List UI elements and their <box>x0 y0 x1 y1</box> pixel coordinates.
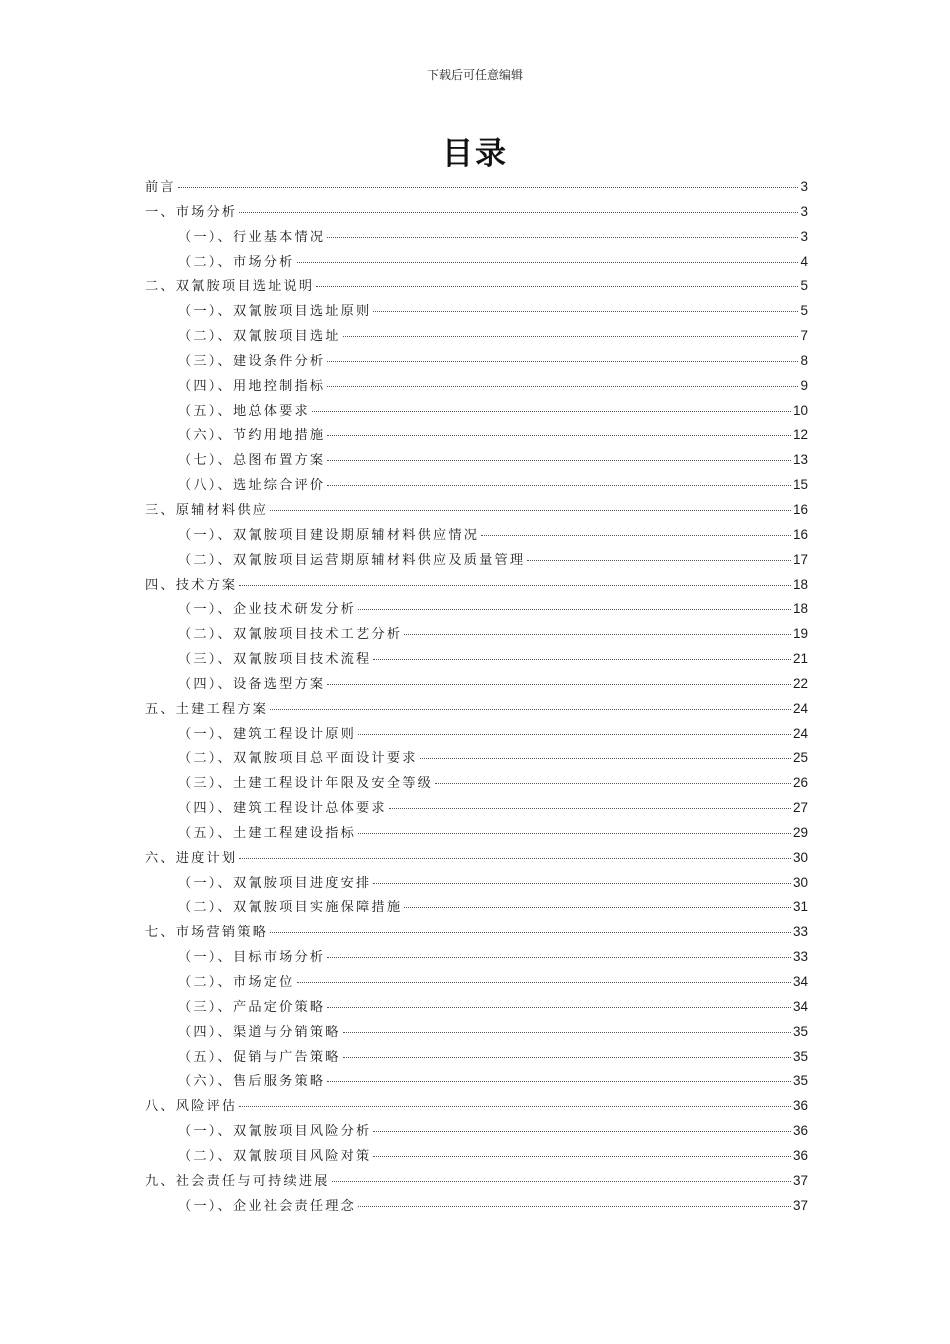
toc-entry-page-number: 33 <box>792 949 808 965</box>
toc-dot-leader <box>297 262 799 263</box>
toc-entry[interactable] <box>145 995 808 1020</box>
toc-entry-label: （二）、市场分析 <box>178 254 295 270</box>
toc-dot-leader <box>358 1206 791 1207</box>
toc-entry[interactable] <box>145 299 808 324</box>
toc-dot-leader <box>327 361 798 362</box>
toc-dot-leader <box>327 485 791 486</box>
toc-dot-leader <box>312 411 791 412</box>
toc-entry[interactable] <box>145 722 808 747</box>
toc-entry-page-number: 19 <box>792 626 808 642</box>
toc-entry-page-number: 8 <box>800 352 808 368</box>
toc-dot-leader <box>178 187 799 188</box>
toc-entry-page-number: 36 <box>792 1123 808 1139</box>
toc-entry[interactable] <box>145 1144 808 1169</box>
toc-entry[interactable] <box>145 175 808 200</box>
toc-entry[interactable] <box>145 324 808 349</box>
toc-entry-page-number: 35 <box>792 1023 808 1039</box>
toc-dot-leader <box>327 1081 791 1082</box>
toc-entry-page-number: 16 <box>792 526 808 542</box>
toc-entry-label: （一）、企业技术研发分析 <box>178 602 357 618</box>
toc-entry-page-number: 31 <box>792 899 808 915</box>
toc-entry-label: （二）、双氰胺项目运营期原辅材料供应及质量管理 <box>178 552 526 568</box>
toc-entry[interactable] <box>145 622 808 647</box>
page-header: 下载后可任意编辑 <box>426 68 523 82</box>
toc-entry[interactable] <box>145 423 808 448</box>
toc-entry-page-number: 33 <box>792 924 808 940</box>
toc-entry[interactable] <box>145 1094 808 1119</box>
toc-dot-leader <box>373 659 791 660</box>
toc-entry[interactable] <box>145 274 808 299</box>
toc-entry-page-number: 16 <box>792 501 808 517</box>
toc-entry[interactable] <box>145 498 808 523</box>
toc-entry-page-number: 4 <box>800 253 808 269</box>
toc-entry[interactable] <box>145 399 808 424</box>
toc-entry-label: （二）、双氰胺项目风险对策 <box>178 1148 372 1164</box>
toc-entry[interactable] <box>145 945 808 970</box>
toc-entry-label: 一、市场分析 <box>145 204 238 220</box>
toc-entry-page-number: 29 <box>792 824 808 840</box>
toc-dot-leader <box>327 1007 791 1008</box>
toc-entry-page-number: 22 <box>792 675 808 691</box>
toc-dot-leader <box>481 535 791 536</box>
toc-dot-leader <box>343 1057 791 1058</box>
toc-entry-label: （三）、建设条件分析 <box>178 353 326 369</box>
toc-entry[interactable] <box>145 821 808 846</box>
table-of-contents <box>145 175 808 1218</box>
toc-dot-leader <box>404 907 791 908</box>
toc-entry[interactable] <box>145 473 808 498</box>
toc-dot-leader <box>239 585 791 586</box>
toc-entry-label: （六）、售后服务策略 <box>178 1074 326 1090</box>
toc-entry[interactable] <box>145 523 808 548</box>
toc-entry[interactable] <box>145 548 808 573</box>
toc-entry[interactable] <box>145 1194 808 1219</box>
toc-entry-page-number: 36 <box>792 1147 808 1163</box>
toc-dot-leader <box>327 684 791 685</box>
toc-dot-leader <box>420 758 791 759</box>
toc-entry[interactable] <box>145 895 808 920</box>
toc-entry[interactable] <box>145 970 808 995</box>
toc-entry-label: （一）、双氰胺项目进度安排 <box>178 875 372 891</box>
toc-entry-page-number: 21 <box>792 651 808 667</box>
toc-entry-label: 五、土建工程方案 <box>145 701 269 717</box>
toc-entry-label: 八、风险评估 <box>145 1099 238 1115</box>
toc-dot-leader <box>343 336 799 337</box>
toc-entry-label: （一）、行业基本情况 <box>178 229 326 245</box>
toc-entry-label: （四）、设备选型方案 <box>178 676 326 692</box>
toc-dot-leader <box>373 1131 791 1132</box>
toc-entry-label: 二、双氰胺项目选址说明 <box>145 279 315 295</box>
toc-entry[interactable] <box>145 374 808 399</box>
toc-dot-leader <box>404 634 791 635</box>
toc-entry[interactable] <box>145 771 808 796</box>
toc-entry-page-number: 35 <box>792 1048 808 1064</box>
toc-entry-label: （二）、双氰胺项目总平面设计要求 <box>178 751 418 767</box>
toc-entry[interactable] <box>145 1169 808 1194</box>
toc-entry-page-number: 3 <box>800 179 808 194</box>
toc-dot-leader <box>332 1181 791 1182</box>
toc-dot-leader <box>327 386 798 387</box>
page-title: 目录 <box>442 136 508 172</box>
toc-entry[interactable] <box>145 597 808 622</box>
toc-entry-page-number: 34 <box>792 998 808 1014</box>
toc-dot-leader <box>270 709 791 710</box>
toc-entry[interactable] <box>145 250 808 275</box>
toc-entry-label: （一）、双氰胺项目选址原则 <box>178 304 372 320</box>
toc-entry-page-number: 34 <box>792 974 808 989</box>
toc-entry-page-number: 24 <box>792 700 808 716</box>
toc-entry-label: 七、市场营销策略 <box>145 925 269 941</box>
toc-entry[interactable] <box>145 1119 808 1144</box>
toc-entry-label: （二）、市场定位 <box>178 975 295 990</box>
toc-entry-label: （二）、双氰胺项目技术工艺分析 <box>178 627 403 643</box>
toc-entry-label: （四）、渠道与分销策略 <box>178 1024 341 1040</box>
toc-entry-label: （五）、促销与广告策略 <box>178 1049 341 1065</box>
toc-dot-leader <box>358 833 791 834</box>
toc-entry-page-number: 37 <box>792 1197 808 1213</box>
toc-entry-label: （三）、土建工程设计年限及安全等级 <box>178 776 433 792</box>
toc-entry-label: （六）、节约用地措施 <box>178 428 326 444</box>
toc-entry-label: （一）、双氰胺项目建设期原辅材料供应情况 <box>178 527 480 543</box>
toc-dot-leader <box>527 560 791 561</box>
toc-dot-leader <box>373 311 798 312</box>
toc-entry[interactable] <box>145 796 808 821</box>
toc-dot-leader <box>435 783 791 784</box>
toc-entry-page-number: 5 <box>800 278 808 294</box>
toc-entry-page-number: 26 <box>792 775 808 791</box>
toc-entry-page-number: 24 <box>792 725 808 741</box>
toc-entry[interactable] <box>145 647 808 672</box>
toc-entry-page-number: 12 <box>792 427 808 443</box>
toc-entry[interactable] <box>145 846 808 871</box>
toc-dot-leader <box>373 1156 791 1157</box>
toc-entry-page-number: 13 <box>792 452 808 468</box>
toc-dot-leader <box>270 932 791 933</box>
toc-entry-label: 前言 <box>145 180 176 195</box>
toc-dot-leader <box>358 734 791 735</box>
toc-entry-label: （一）、企业社会责任理念 <box>178 1198 357 1214</box>
toc-entry-label: 九、社会责任与可持续进展 <box>145 1173 330 1189</box>
toc-entry-page-number: 30 <box>792 849 808 865</box>
toc-entry-page-number: 3 <box>800 228 808 244</box>
toc-dot-leader <box>239 1106 791 1107</box>
toc-dot-leader <box>239 212 798 213</box>
toc-entry-page-number: 9 <box>800 377 808 393</box>
toc-entry-page-number: 35 <box>792 1073 808 1089</box>
toc-dot-leader <box>239 858 791 859</box>
toc-entry-label: （七）、总图布置方案 <box>178 453 326 469</box>
toc-entry-page-number: 18 <box>792 576 808 592</box>
toc-entry-label: （二）、双氰胺项目实施保障措施 <box>178 900 403 916</box>
toc-dot-leader <box>358 609 791 610</box>
toc-entry-label: （五）、地总体要求 <box>178 403 310 419</box>
toc-entry-page-number: 30 <box>792 874 808 890</box>
toc-entry-page-number: 15 <box>792 477 808 493</box>
toc-entry-label: （八）、选址综合评价 <box>178 478 326 494</box>
toc-entry[interactable] <box>145 200 808 225</box>
toc-entry-page-number: 17 <box>792 551 808 567</box>
toc-dot-leader <box>389 808 791 809</box>
toc-dot-leader <box>327 957 791 958</box>
toc-dot-leader <box>316 286 798 287</box>
toc-entry[interactable] <box>145 746 808 771</box>
toc-entry[interactable] <box>145 672 808 697</box>
toc-entry-label: （二）、双氰胺项目选址 <box>178 329 341 345</box>
toc-entry[interactable] <box>145 573 808 598</box>
toc-entry-label: （一）、双氰胺项目风险分析 <box>178 1124 372 1140</box>
toc-dot-leader <box>297 982 791 983</box>
toc-entry[interactable] <box>145 1020 808 1045</box>
toc-dot-leader <box>327 435 791 436</box>
toc-entry[interactable] <box>145 697 808 722</box>
toc-entry-label: （四）、建筑工程设计总体要求 <box>178 801 387 817</box>
toc-dot-leader <box>327 237 798 238</box>
toc-entry-label: （三）、产品定价策略 <box>178 999 326 1015</box>
toc-entry-label: 三、原辅材料供应 <box>145 502 269 518</box>
toc-dot-leader <box>327 460 791 461</box>
toc-entry-page-number: 5 <box>800 303 808 319</box>
toc-entry-label: （四）、用地控制指标 <box>178 378 326 394</box>
toc-entry[interactable] <box>145 448 808 473</box>
toc-entry-label: （一）、建筑工程设计原则 <box>178 726 357 742</box>
toc-entry-page-number: 18 <box>792 601 808 617</box>
toc-entry[interactable] <box>145 349 808 374</box>
toc-entry[interactable] <box>145 871 808 896</box>
toc-entry-label: 四、技术方案 <box>145 577 238 593</box>
toc-entry-page-number: 36 <box>792 1098 808 1114</box>
toc-entry-page-number: 37 <box>792 1172 808 1188</box>
toc-entry-page-number: 3 <box>800 203 808 219</box>
toc-entry[interactable] <box>145 1045 808 1070</box>
toc-entry-page-number: 7 <box>800 328 808 344</box>
toc-entry-label: （五）、土建工程建设指标 <box>178 825 357 841</box>
toc-entry-page-number: 25 <box>792 750 808 766</box>
toc-entry[interactable] <box>145 225 808 250</box>
toc-entry-label: 六、进度计划 <box>145 850 238 866</box>
toc-dot-leader <box>270 510 791 511</box>
toc-entry[interactable] <box>145 1069 808 1094</box>
toc-dot-leader <box>373 883 791 884</box>
toc-entry-label: （一）、目标市场分析 <box>178 950 326 966</box>
toc-entry-label: （三）、双氰胺项目技术流程 <box>178 652 372 668</box>
toc-entry-page-number: 27 <box>792 800 808 816</box>
toc-entry[interactable] <box>145 920 808 945</box>
toc-dot-leader <box>343 1032 791 1033</box>
toc-entry-page-number: 10 <box>792 402 808 418</box>
